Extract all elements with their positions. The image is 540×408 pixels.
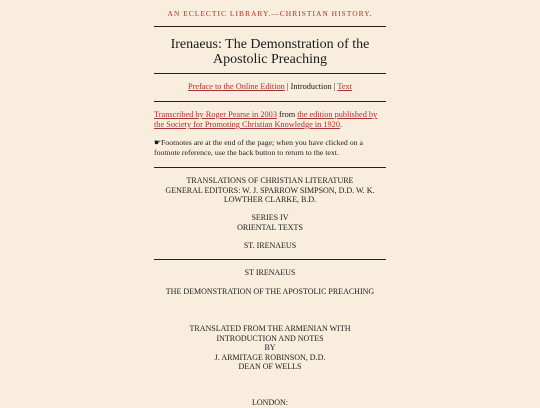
site-breadcrumb [0, 9, 540, 18]
series-editors: GENERAL EDITORS: W. J. SPARROW SIMPSON, D.D. W. K. LOWTHER CLARKE, B.D. [165, 185, 375, 204]
translated-line: TRANSLATED FROM THE ARMENIAN WITH [189, 324, 351, 333]
book-saint: ST IRENAEUS [244, 268, 296, 277]
edition-link[interactable]: the edition published by the Society for Promoting Christian Knowledge in 1920 [154, 110, 378, 129]
divider [154, 73, 386, 74]
section-nav [154, 82, 386, 91]
book-title: THE DEMONSTRATION OF THE APOSTOLIC PREACHING [165, 287, 375, 296]
by-line: BY [264, 343, 276, 352]
series-label: SERIES IV [251, 213, 289, 222]
preface-link[interactable]: Preface to the Online Edition [188, 82, 285, 91]
series-heading [154, 176, 386, 205]
divider [154, 101, 386, 102]
introduction-current: Introduction [290, 82, 332, 91]
divider [154, 167, 386, 168]
nav-separator: | [333, 82, 336, 91]
christian-history-link[interactable]: CHRISTIAN HISTORY [279, 9, 370, 18]
series-number [154, 213, 386, 232]
page-title: Irenaeus: The Demonstration of the Apostolic Preaching [170, 37, 370, 67]
publisher-place: LONDON: [252, 398, 288, 407]
breadcrumb-separator: .— [268, 9, 280, 18]
breadcrumb-end: . [369, 9, 373, 18]
eclectic-library-link[interactable]: AN ECLECTIC LIBRARY [167, 9, 269, 18]
dean-line: DEAN OF WELLS [238, 362, 302, 371]
divider [154, 259, 386, 260]
credit-text: from [276, 110, 298, 119]
series-saint: ST. IRENAEUS [243, 241, 297, 250]
transcriber-link[interactable]: Transcribed by Roger Pearse in 2003 [154, 110, 277, 119]
series-subtitle: ORIENTAL TEXTS [237, 222, 303, 232]
translation-info [154, 324, 386, 372]
footnote-note: ☛Footnotes are at the end of the page; when you have clicked on a footnote reference, use the back button to return to the text. [154, 138, 363, 157]
nav-separator: | [286, 82, 289, 91]
series-line: TRANSLATIONS OF CHRISTIAN LITERATURE [186, 176, 354, 185]
credit-end: . [339, 120, 343, 129]
divider [154, 26, 386, 27]
transcription-credit [154, 110, 386, 130]
text-link[interactable]: Text [337, 82, 352, 91]
author-line: J. ARMITAGE ROBINSON, D.D. [214, 352, 326, 362]
intro-line: INTRODUCTION AND NOTES [216, 333, 324, 343]
